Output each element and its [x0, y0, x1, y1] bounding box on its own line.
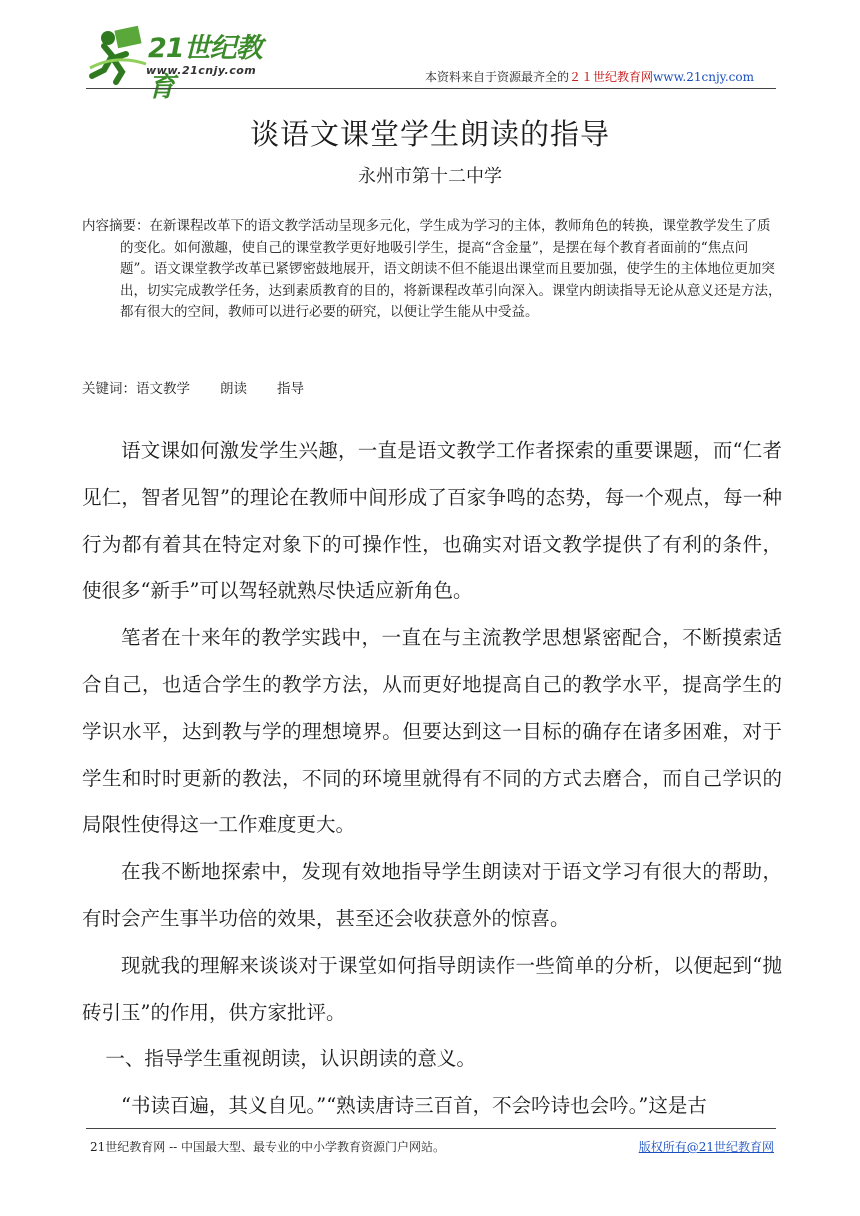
section-heading: 一、指导学生重视朗读，认识朗读的意义。 — [105, 1047, 476, 1071]
footer-text: 21世纪教育网 -- 中国最大型、最专业的中小学教育资源门户网站。 — [90, 1140, 446, 1154]
page-title: 谈语文课堂学生朗读的指导 — [249, 117, 610, 151]
abstract-text: 内容摘要：在新课程改革下的语文教学活动呈现多元化，学生成为学习的主体，教师角色的转换，课堂教学发生了质的变化。如何激趣，使自己的课堂教学更好地吸引学生，提高“含金量”，是摆在每个教育者面前的“焦点问题”。语文课堂教学改革已紧锣密鼓地展开，语文朗读不但不能退出课堂而且要加强，使学生的主体地位更加突出，切实完成教学任务，达到素质教育的目的，将新课程改革引向深入。课堂内朗读指导无论从意义还是方法，都有很大的空间，教师可以进行必要的研究，以便让学生能从中受益。 — [82, 218, 782, 321]
footer-divider — [86, 1128, 776, 1129]
body-paragraph: 现就我的理解来谈谈对于课堂如何指导朗读作一些简单的分析，以便起到“抛砖引玉”的作用，供方家批评。 — [82, 953, 782, 1024]
header-divider — [86, 88, 776, 89]
keywords-label: 关键词： — [82, 381, 136, 397]
keywords — [82, 377, 334, 397]
copyright-link[interactable]: 版权所有@21世纪教育网 — [638, 1140, 774, 1154]
source-url-link[interactable]: www.21cnjy.com — [653, 70, 754, 84]
body-paragraph: 语文课如何激发学生兴趣，一直是语文教学工作者探索的重要课题，而“仁者见仁，智者见智”的理论在教师中间形成了百家争鸣的态势，每一个观点，每一种行为都有着其在特定对象下的可操作性，也确实对语文教学提供了有利的条件，使很多“新手”可以驾轻就熟尽快适应新角色。 — [82, 439, 782, 603]
logo-text: 21世纪教育 — [148, 33, 262, 103]
article-body — [82, 428, 782, 1130]
keyword-item: 朗读 — [220, 381, 247, 397]
author-school: 永州市第十二中学 — [358, 166, 502, 187]
keyword-item: 指导 — [277, 381, 304, 397]
abstract — [82, 216, 782, 324]
page-header — [0, 0, 860, 103]
source-prefix: 本资料来自于资源最齐全的 — [425, 70, 570, 84]
header-source — [425, 68, 754, 85]
keyword-item: 语文教学 — [136, 381, 190, 397]
site-logo[interactable] — [86, 24, 286, 103]
body-paragraph: “书读百遍，其义自见。”“熟读唐诗三百首，不会吟诗也会吟。”这是古 — [121, 1094, 707, 1118]
body-paragraph: 笔者在十来年的教学实践中，一直在与主流教学思想紧密配合，不断摸索适合自己，也适合学生的教学方法，从而更好地提高自己的教学水平，提高学生的学识水平，达到教与学的理想境界。但要达到这一目标的确存在诸多困难，对于学生和时时更新的教法，不同的环境里就得有不同的方式去磨合，而自己学识的局限性使得这一工作难度更大。 — [82, 626, 782, 837]
source-highlight[interactable]: ２１世纪教育网 — [569, 70, 654, 84]
logo-url: www.21cnjy.com — [146, 64, 257, 77]
body-paragraph: 在我不断地探索中，发现有效地指导学生朗读对于语文学习有很大的帮助，有时会产生事半功倍的效果，甚至还会收获意外的惊喜。 — [82, 860, 782, 930]
